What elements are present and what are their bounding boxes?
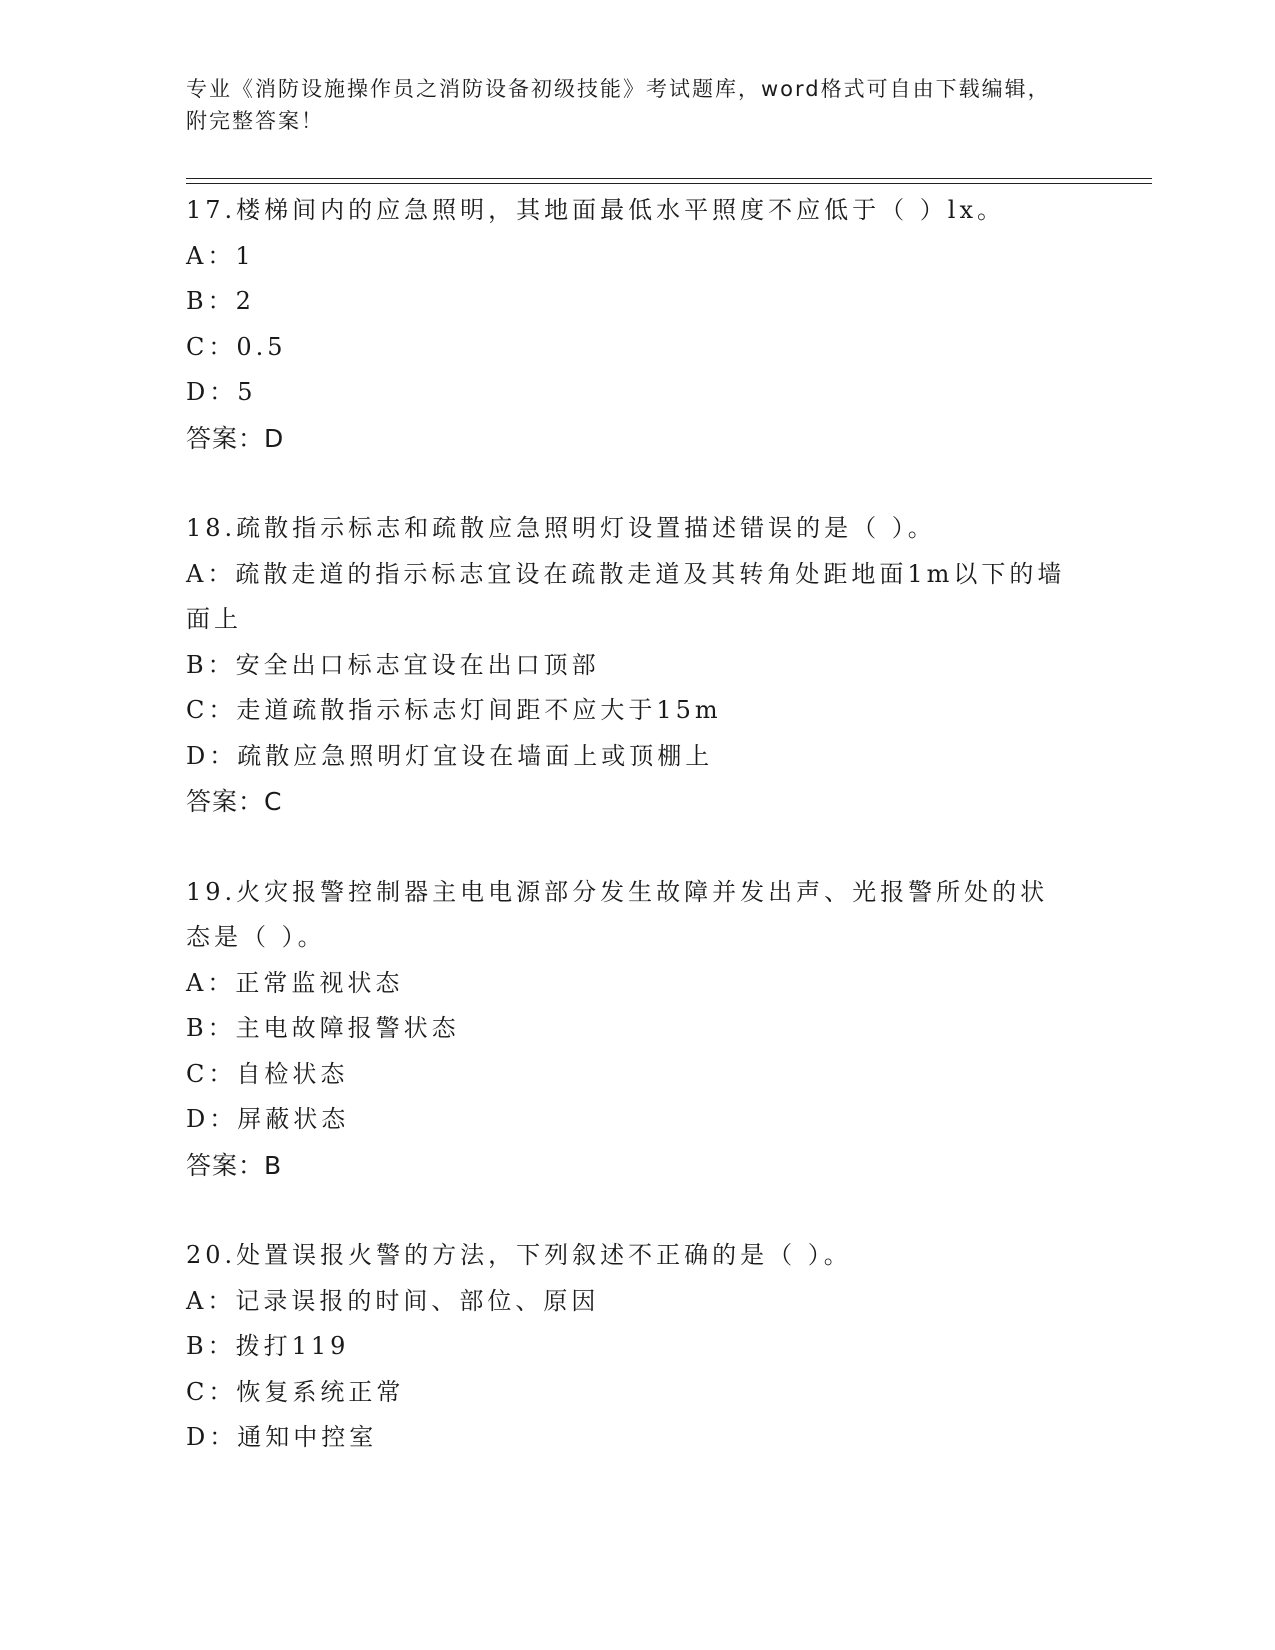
question-20 bbox=[186, 1233, 1086, 1461]
document-header: 专业《消防设施操作员之消防设备初级技能》考试题库，word格式可自由下载编辑，附完整答案！ bbox=[186, 77, 1051, 133]
option-a: A：1 bbox=[186, 241, 255, 270]
question-stem: 18.疏散指示标志和疏散应急照明灯设置描述错误的是（ ）。 bbox=[186, 514, 936, 542]
option-b: B：安全出口标志宜设在出口顶部 bbox=[186, 650, 600, 679]
question-stem: 19.火灾报警控制器主电电源部分发生故障并发出声、光报警所处的状态是（ ）。 bbox=[186, 877, 1049, 951]
option-b: B：2 bbox=[186, 287, 255, 315]
option-d: D：5 bbox=[186, 378, 257, 406]
option-c: C：恢复系统正常 bbox=[186, 1377, 405, 1406]
header-divider-bottom bbox=[186, 183, 1152, 184]
option-c: C：自检状态 bbox=[186, 1059, 349, 1088]
question-list bbox=[186, 188, 1086, 1506]
question-19 bbox=[186, 870, 1086, 1189]
answer-line: 答案：D bbox=[186, 423, 285, 453]
option-d: D：疏散应急照明灯宜设在墙面上或顶棚上 bbox=[186, 741, 714, 770]
answer-line: 答案：B bbox=[186, 1150, 283, 1180]
option-a: A：记录误报的时间、部位、原因 bbox=[186, 1286, 600, 1315]
answer-line: 答案：C bbox=[186, 787, 283, 816]
option-d: D：通知中控室 bbox=[186, 1423, 378, 1451]
question-stem: 20.处置误报火警的方法，下列叙述不正确的是（ ）。 bbox=[186, 1241, 852, 1269]
option-a: A：疏散走道的指示标志宜设在疏散走道及其转角处距地面1m以下的墙面上 bbox=[186, 559, 1066, 633]
option-b: B：拨打119 bbox=[186, 1332, 350, 1360]
header-divider-top bbox=[186, 178, 1152, 179]
option-b: B：主电故障报警状态 bbox=[186, 1014, 460, 1042]
question-17 bbox=[186, 188, 1086, 461]
question-18 bbox=[186, 506, 1086, 825]
option-a: A：正常监视状态 bbox=[186, 968, 404, 997]
option-c: C：走道疏散指示标志灯间距不应大于15m bbox=[186, 696, 722, 724]
option-c: C：0.5 bbox=[186, 332, 287, 361]
option-d: D：屏蔽状态 bbox=[186, 1105, 350, 1133]
question-stem: 17.楼梯间内的应急照明，其地面最低水平照度不应低于（ ）lx。 bbox=[186, 196, 1006, 224]
